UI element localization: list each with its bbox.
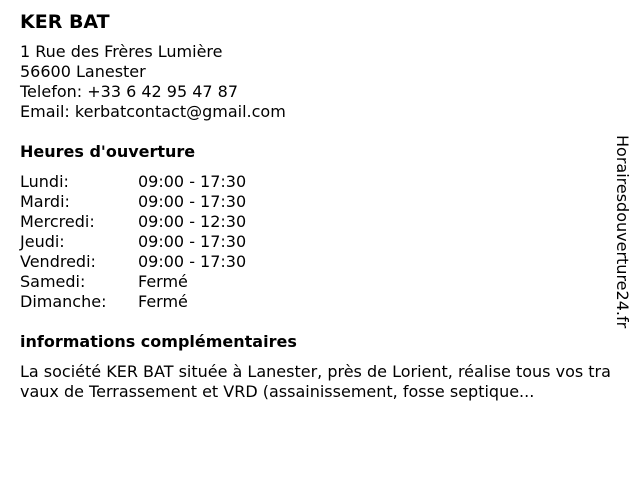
business-description: La société KER BAT située à Lanester, près de Lorient, réalise tous vos travaux de Terrassement et VRD (assainissement, fosse septique... xyxy=(20,362,611,401)
hours-time: 09:00 - 12:30 xyxy=(138,212,247,231)
hours-time: 09:00 - 17:30 xyxy=(138,232,247,251)
hours-time: 09:00 - 17:30 xyxy=(138,172,247,191)
hours-day: Mardi: xyxy=(20,192,70,211)
phone-number: Telefon: +33 6 42 95 47 87 xyxy=(20,82,239,101)
hours-row-saturday xyxy=(20,272,610,292)
hours-row-wednesday xyxy=(20,212,610,232)
hours-time: 09:00 - 17:30 xyxy=(138,252,247,271)
hours-row-friday xyxy=(20,252,610,272)
hours-row-tuesday xyxy=(20,192,610,212)
hours-row-thursday xyxy=(20,232,610,252)
address-city: 56600 Lanester xyxy=(20,62,146,81)
hours-day: Samedi: xyxy=(20,272,86,291)
hours-time: Fermé xyxy=(138,272,188,291)
opening-hours-table xyxy=(20,172,610,312)
hours-time: 09:00 - 17:30 xyxy=(138,192,247,211)
hours-day: Jeudi: xyxy=(20,232,65,251)
hours-time: Fermé xyxy=(138,292,188,311)
address-block xyxy=(20,42,610,122)
site-watermark: Horairesdouverture24.fr xyxy=(613,135,632,329)
hours-day: Vendredi: xyxy=(20,252,96,271)
hours-row-sunday xyxy=(20,292,610,312)
hours-day: Dimanche: xyxy=(20,292,107,311)
additional-info-title: informations complémentaires xyxy=(20,332,297,351)
hours-row-monday xyxy=(20,172,610,192)
hours-day: Lundi: xyxy=(20,172,69,191)
address-street: 1 Rue des Frères Lumière xyxy=(20,42,223,61)
hours-day: Mercredi: xyxy=(20,212,95,231)
opening-hours-title: Heures d'ouverture xyxy=(20,142,196,161)
business-card xyxy=(20,10,610,402)
email-address: Email: kerbatcontact@gmail.com xyxy=(20,102,286,121)
business-name: KER BAT xyxy=(20,11,110,33)
